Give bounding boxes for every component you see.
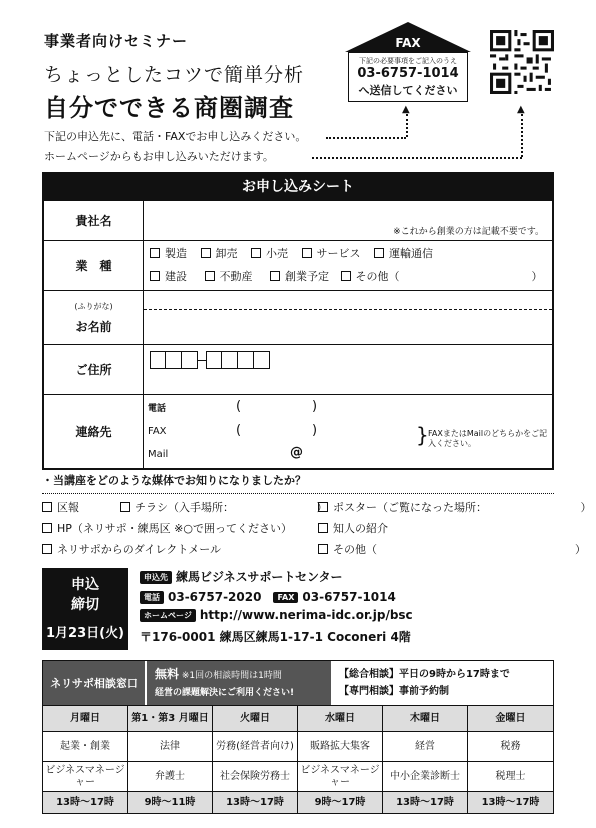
arrow-up-icon: ▲ xyxy=(402,104,410,115)
arrow-up-icon: ▲ xyxy=(517,104,525,115)
survey-option[interactable]: 知人の紹介 xyxy=(318,520,388,536)
checkbox[interactable] xyxy=(270,271,280,281)
consultation-header xyxy=(43,661,553,705)
company-label: 貴社名 xyxy=(44,201,144,240)
day-cell: 金曜日 xyxy=(468,705,553,731)
industry-option[interactable]: 不動産 xyxy=(205,270,253,283)
day-cell: 水曜日 xyxy=(298,705,383,731)
consultation-title: ネリサポ相談窓口 xyxy=(43,661,145,705)
topic-cell: 起業・創業 xyxy=(43,731,128,761)
day-cell: 木曜日 xyxy=(383,705,468,731)
free-consult-info xyxy=(145,661,331,705)
general-consult: 【総合相談】平日の9時から17時まで xyxy=(339,669,510,680)
checkbox[interactable] xyxy=(251,248,261,258)
hours-cell: 9時〜11時 xyxy=(128,791,213,813)
checkbox[interactable] xyxy=(42,544,52,554)
org-fax: 03-6757-1014 xyxy=(302,590,396,604)
survey-divider xyxy=(42,493,554,494)
deadline-line-2: 締切 xyxy=(71,597,99,613)
at-sign: @ xyxy=(290,445,303,460)
hours-cell: 9時〜17時 xyxy=(298,791,383,813)
paren-close: ) xyxy=(312,423,318,438)
paren-open: ( xyxy=(236,423,242,438)
address-row xyxy=(44,344,552,394)
address-label: ご住所 xyxy=(44,345,144,394)
seminar-subtitle: ちょっとしたコツで簡単分析 xyxy=(44,64,305,86)
contact-organization xyxy=(140,568,413,648)
name-field[interactable] xyxy=(144,291,552,344)
checkbox[interactable] xyxy=(318,502,328,512)
fax-number: 03-6757-1014 xyxy=(357,66,459,81)
industry-option[interactable]: 小売 xyxy=(251,247,288,260)
checkbox[interactable] xyxy=(341,271,351,281)
topic-cell: 税務 xyxy=(468,731,553,761)
expert-cell: 弁護士 xyxy=(128,761,213,791)
industry-option[interactable]: その他（ ） xyxy=(341,270,543,283)
checkbox[interactable] xyxy=(150,271,160,281)
fax-field-label: FAX xyxy=(148,426,167,437)
consult-schedule xyxy=(331,661,553,705)
expert-cell: ビジネスマネージャー xyxy=(43,761,128,791)
industry-option[interactable]: サービス xyxy=(302,247,361,260)
apply-tag: 申込先 xyxy=(140,571,172,584)
industry-option[interactable]: 建設 xyxy=(150,270,187,283)
paren-close: ) xyxy=(312,399,318,414)
day-cell: 火曜日 xyxy=(213,705,298,731)
company-row xyxy=(44,200,552,240)
intro-line-1: 下記の申込先に、電話・FAXでお申し込みください。 xyxy=(44,130,307,143)
company-note: ※これから創業の方は記載不要です。 xyxy=(393,227,544,237)
industry-option[interactable]: 創業予定 xyxy=(270,270,329,283)
furigana-divider xyxy=(144,309,552,310)
postal-code-boxes[interactable] xyxy=(150,351,270,369)
checkbox[interactable] xyxy=(318,523,328,533)
fax-tag: FAX xyxy=(273,592,298,603)
checkbox[interactable] xyxy=(42,502,52,512)
consultation-grid xyxy=(43,705,553,813)
industry-option[interactable]: 運輸通信 xyxy=(374,247,433,260)
name-label: お名前 xyxy=(75,319,112,334)
day-cell: 第1・第3 月曜日 xyxy=(128,705,213,731)
dotted-leader-up-2 xyxy=(521,114,523,157)
fax-send: へ送信してください xyxy=(358,84,458,97)
web-tag: ホームページ xyxy=(140,609,196,622)
survey-option[interactable]: ポスター（ご覧になった場所： ） xyxy=(318,499,592,515)
survey-option[interactable]: ネリサポからのダイレクトメール xyxy=(42,541,221,557)
free-note: ※1回の相談時間は1時間 xyxy=(181,671,282,681)
paren-open: ( xyxy=(236,399,242,414)
industry-option[interactable]: 製造 xyxy=(150,247,187,260)
checkbox[interactable] xyxy=(120,502,130,512)
deadline-box xyxy=(42,568,128,650)
special-consult: 【専門相談】事前予約制 xyxy=(339,686,449,697)
expert-cell: 中小企業診断士 xyxy=(383,761,468,791)
checkbox[interactable] xyxy=(318,544,328,554)
org-url[interactable]: http://www.nerima-idc.or.jp/bsc xyxy=(199,608,413,622)
deadline-date: 1月23日(火) xyxy=(45,626,125,641)
dotted-leader-2 xyxy=(312,157,522,159)
survey-option[interactable]: 区報 xyxy=(42,499,79,515)
contact-note: FAXまたはMailのどちらかをご記入ください。 xyxy=(428,429,548,448)
checkbox[interactable] xyxy=(42,523,52,533)
media-survey xyxy=(42,472,592,556)
form-title: お申し込みシート xyxy=(44,174,552,200)
seminar-category: 事業者向けセミナー xyxy=(44,32,189,50)
brace-icon: } xyxy=(416,423,429,447)
free-note-2: 経営の課題解決にご利用ください! xyxy=(155,688,295,698)
hours-cell: 13時〜17時 xyxy=(213,791,298,813)
expert-cell: ビジネスマネージャー xyxy=(298,761,383,791)
hours-cell: 13時〜17時 xyxy=(383,791,468,813)
topic-cell: 法律 xyxy=(128,731,213,761)
expert-cell: 税理士 xyxy=(468,761,553,791)
checkbox[interactable] xyxy=(302,248,312,258)
name-label-cell xyxy=(44,291,144,344)
checkbox[interactable] xyxy=(150,248,160,258)
topic-cell: 経営 xyxy=(383,731,468,761)
phone-label: 電話 xyxy=(148,404,167,414)
hours-cell: 13時〜17時 xyxy=(43,791,128,813)
dotted-leader-1 xyxy=(326,137,406,139)
qr-code-icon[interactable] xyxy=(490,30,554,94)
contact-label: 連絡先 xyxy=(44,395,144,468)
checkbox[interactable] xyxy=(205,271,215,281)
org-address: 〒176-0001 練馬区練馬1-17-1 Coconeri 4階 xyxy=(140,630,411,644)
tel-tag: 電話 xyxy=(140,591,164,604)
address-field[interactable] xyxy=(144,345,552,394)
fax-note: 下記の必要事項をご記入のうえ xyxy=(359,57,457,65)
free-label: 無料 xyxy=(155,667,180,681)
expert-cell: 社会保険労務士 xyxy=(213,761,298,791)
fax-box xyxy=(348,52,468,102)
name-row xyxy=(44,290,552,344)
fax-label: FAX xyxy=(395,36,421,50)
topic-cell: 販路拡大集客 xyxy=(298,731,383,761)
industry-label: 業 種 xyxy=(44,241,144,290)
checkbox[interactable] xyxy=(374,248,384,258)
consultation-panel xyxy=(42,660,554,814)
survey-option[interactable]: HP（ネリサポ・練馬区 ※○で囲ってください） xyxy=(42,520,292,536)
mail-label: Mail xyxy=(148,449,169,460)
dotted-leader-up-1 xyxy=(406,114,408,137)
org-tel[interactable]: 03-6757-2020 xyxy=(168,590,262,604)
industry-row xyxy=(44,240,552,290)
day-cell: 月曜日 xyxy=(43,705,128,731)
survey-option[interactable]: チラシ（入手場所： ） xyxy=(120,499,328,515)
company-field[interactable] xyxy=(144,201,552,240)
contact-fields[interactable] xyxy=(144,395,552,468)
application-form xyxy=(42,172,554,470)
contact-row xyxy=(44,394,552,468)
checkbox[interactable] xyxy=(201,248,211,258)
deadline-line-1: 申込 xyxy=(71,577,99,593)
industry-options xyxy=(144,241,552,290)
survey-question: ・当講座をどのような媒体でお知りになりましたか？ xyxy=(42,474,306,487)
intro-line-2: ホームページからもお申し込みいただけます。 xyxy=(44,150,274,163)
hours-cell: 13時〜17時 xyxy=(468,791,553,813)
topic-cell: 労務(経営者向け) xyxy=(213,731,298,761)
seminar-title: 自分でできる商圏調査 xyxy=(44,94,294,122)
org-name: 練馬ビジネスサポートセンター xyxy=(176,570,343,584)
furigana-label: (ふりがな) xyxy=(74,301,113,311)
survey-option[interactable]: その他（ ） xyxy=(318,541,586,557)
industry-option[interactable]: 卸売 xyxy=(201,247,238,260)
